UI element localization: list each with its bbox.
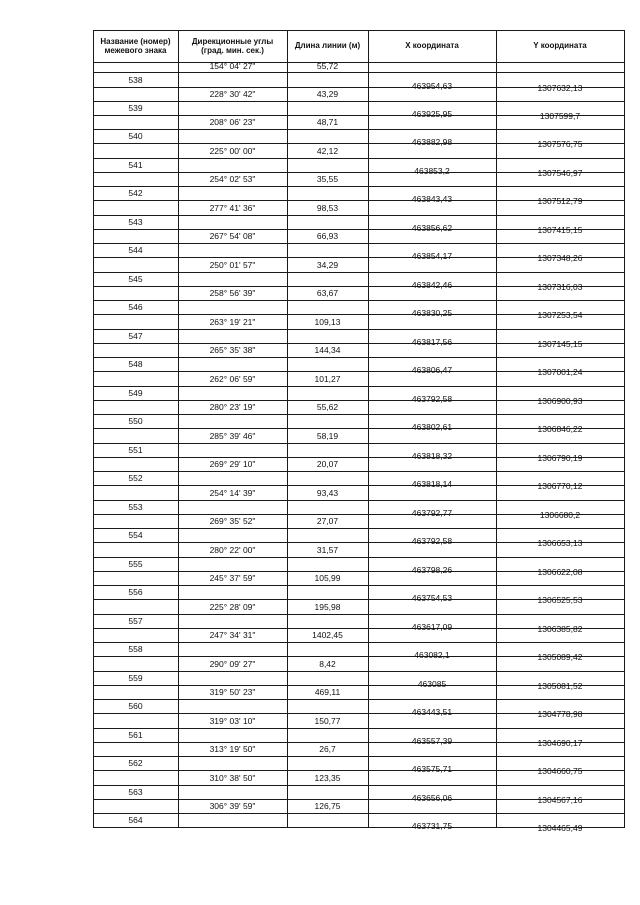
row-rule (93, 699, 624, 700)
x-coordinate: 463085 (417, 678, 447, 689)
x-coordinate: 463954,63 (411, 80, 453, 91)
x-coordinate: 463792,58 (411, 393, 453, 404)
direction-angle: 319° 50' 23" (209, 687, 256, 698)
marker-name: 545 (128, 273, 143, 284)
y-coordinate: 1307415,15 (537, 224, 583, 235)
row-rule (93, 101, 624, 102)
row-rule (93, 215, 624, 216)
marker-name: 557 (128, 615, 143, 626)
direction-angle: 280° 22' 00" (209, 544, 256, 555)
row-rule (93, 129, 624, 130)
line-length: 109,13 (314, 316, 341, 327)
x-coordinate: 463830,25 (411, 308, 453, 319)
y-coordinate: 1306525,53 (537, 595, 583, 606)
row-rule (93, 72, 624, 73)
row-rule (93, 300, 624, 301)
direction-angle: 154° 04' 27" (209, 60, 256, 71)
line-length: 26,7 (319, 744, 336, 755)
marker-name: 564 (128, 814, 143, 825)
y-coordinate: 1304778,98 (537, 709, 583, 720)
direction-angle: 262° 06' 59" (209, 373, 256, 384)
direction-angle: 319° 03' 10" (209, 715, 256, 726)
direction-angle: 277° 41' 36" (209, 202, 256, 213)
line-length: 42,12 (316, 145, 339, 156)
y-coordinate: 1307253,54 (537, 310, 583, 321)
line-length: 55,62 (316, 402, 339, 413)
y-coordinate: 1307316,03 (537, 281, 583, 292)
marker-name: 550 (128, 416, 143, 427)
marker-name: 559 (128, 672, 143, 683)
row-rule (93, 272, 624, 273)
direction-angle: 225° 00' 00" (209, 145, 256, 156)
line-length: 58,19 (316, 430, 339, 441)
x-coordinate: 463656,06 (411, 792, 453, 803)
x-coordinate: 463802,61 (411, 422, 453, 433)
row-rule (93, 813, 624, 814)
marker-name: 541 (128, 159, 143, 170)
line-length: 93,43 (316, 487, 339, 498)
x-coordinate: 463818,14 (411, 479, 453, 490)
direction-angle: 245° 37' 59" (209, 573, 256, 584)
line-length: 63,67 (316, 288, 339, 299)
y-coordinate: 1305081,52 (537, 680, 583, 691)
y-coordinate: 1306900,93 (537, 395, 583, 406)
row-rule (93, 443, 624, 444)
marker-name: 539 (128, 102, 143, 113)
line-length: 20,07 (316, 459, 339, 470)
direction-angle: 225° 28' 09" (209, 601, 256, 612)
y-coordinate: 1307512,79 (537, 196, 583, 207)
direction-angle: 208° 06' 23" (209, 117, 256, 128)
x-coordinate: 463817,56 (411, 336, 453, 347)
y-coordinate: 1306770,12 (537, 481, 583, 492)
row-rule (93, 785, 624, 786)
direction-angle: 250° 01' 57" (209, 259, 256, 270)
row-rule (93, 158, 624, 159)
line-length: 1402,45 (312, 630, 343, 641)
x-coordinate: 463843,43 (411, 194, 453, 205)
marker-name: 563 (128, 786, 143, 797)
line-length: 469,11 (314, 687, 341, 698)
direction-angle: 254° 14' 39" (209, 487, 256, 498)
x-coordinate: 463575,71 (411, 764, 453, 775)
column-rule (624, 30, 625, 828)
y-coordinate: 1306622,08 (537, 566, 583, 577)
header-name: Название (номер) межевого знака (100, 36, 171, 55)
x-coordinate: 463853,2 (414, 165, 450, 176)
direction-angle: 313° 19' 50" (209, 744, 256, 755)
row-rule (93, 186, 624, 187)
marker-name: 560 (128, 701, 143, 712)
y-coordinate: 1306846,22 (537, 424, 583, 435)
x-coordinate: 463557,39 (411, 735, 453, 746)
y-coordinate: 1306790,19 (537, 452, 583, 463)
line-length: 66,93 (316, 231, 339, 242)
direction-angle: 258° 56' 39" (209, 288, 256, 299)
marker-name: 547 (128, 330, 143, 341)
row-rule (93, 329, 624, 330)
row-rule (93, 756, 624, 757)
line-length: 101,27 (314, 373, 341, 384)
line-length: 34,29 (316, 259, 339, 270)
y-coordinate: 1307599,7 (539, 110, 581, 121)
line-length: 123,35 (314, 772, 341, 783)
row-rule (93, 357, 624, 358)
y-coordinate: 1304465,49 (537, 822, 583, 833)
line-length: 144,34 (314, 345, 341, 356)
marker-name: 546 (128, 302, 143, 313)
x-coordinate: 463617,09 (411, 621, 453, 632)
marker-name: 553 (128, 501, 143, 512)
header-x: X координата (405, 41, 459, 51)
direction-angle: 280° 23' 19" (209, 402, 256, 413)
row-rule (93, 671, 624, 672)
y-coordinate: 1304567,16 (537, 794, 583, 805)
y-coordinate: 1307145,15 (537, 338, 583, 349)
header-length: Длина линии (м) (294, 41, 361, 51)
x-coordinate: 463082,1 (414, 650, 450, 661)
y-coordinate: 1307348,26 (537, 253, 583, 264)
row-rule (93, 500, 624, 501)
direction-angle: 310° 38' 50" (209, 772, 256, 783)
marker-name: 543 (128, 216, 143, 227)
x-coordinate: 463856,62 (411, 222, 453, 233)
line-length: 43,29 (316, 88, 339, 99)
marker-name: 544 (128, 245, 143, 256)
x-coordinate: 463792,77 (411, 507, 453, 518)
direction-angle: 254° 02' 53" (209, 174, 256, 185)
y-coordinate: 1306385,82 (537, 623, 583, 634)
x-coordinate: 463854,17 (411, 251, 453, 262)
x-coordinate: 463443,51 (411, 707, 453, 718)
direction-angle: 306° 39' 59" (209, 800, 256, 811)
line-length: 105,99 (314, 573, 341, 584)
x-coordinate: 463731,75 (411, 820, 453, 831)
line-length: 98,53 (316, 202, 339, 213)
row-rule (93, 557, 624, 558)
x-coordinate: 463798,26 (411, 564, 453, 575)
x-coordinate: 463754,53 (411, 593, 453, 604)
line-length: 55,72 (316, 60, 339, 71)
row-rule (93, 614, 624, 615)
x-coordinate: 463806,47 (411, 365, 453, 376)
row-rule (93, 528, 624, 529)
y-coordinate: 1307001,24 (537, 367, 583, 378)
row-rule (93, 728, 624, 729)
x-coordinate: 463842,46 (411, 279, 453, 290)
marker-name: 555 (128, 558, 143, 569)
marker-name: 558 (128, 644, 143, 655)
marker-name: 556 (128, 587, 143, 598)
marker-name: 549 (128, 387, 143, 398)
y-coordinate: 1307632,13 (537, 82, 583, 93)
row-rule (93, 471, 624, 472)
direction-angle: 263° 19' 21" (209, 316, 256, 327)
x-coordinate: 463792,58 (411, 536, 453, 547)
line-length: 31,57 (316, 544, 339, 555)
row-rule (93, 243, 624, 244)
marker-name: 554 (128, 530, 143, 541)
row-rule (93, 386, 624, 387)
direction-angle: 265° 35' 38" (209, 345, 256, 356)
marker-name: 542 (128, 188, 143, 199)
marker-name: 538 (128, 74, 143, 85)
line-length: 48,71 (316, 117, 339, 128)
marker-name: 562 (128, 758, 143, 769)
y-coordinate: 1307546,97 (537, 167, 583, 178)
line-length: 8,42 (319, 658, 336, 669)
x-coordinate: 463925,95 (411, 108, 453, 119)
marker-name: 551 (128, 444, 143, 455)
direction-angle: 267° 54' 08" (209, 231, 256, 242)
direction-angle: 269° 35' 52" (209, 516, 256, 527)
y-coordinate: 1306680,2 (539, 509, 581, 520)
direction-angle: 269° 29' 10" (209, 459, 256, 470)
line-length: 126,75 (314, 800, 341, 811)
row-rule (93, 642, 624, 643)
x-coordinate: 463882,98 (411, 137, 453, 148)
y-coordinate: 1307576,75 (537, 139, 583, 150)
line-length: 35,55 (316, 174, 339, 185)
direction-angle: 290° 09' 27" (209, 658, 256, 669)
line-length: 195,98 (314, 601, 341, 612)
direction-angle: 247° 34' 31" (209, 630, 256, 641)
direction-angle: 285° 39' 46" (209, 430, 256, 441)
marker-name: 552 (128, 473, 143, 484)
y-coordinate: 1304690,17 (537, 737, 583, 748)
row-rule (93, 30, 624, 31)
line-length: 27,07 (316, 516, 339, 527)
marker-name: 540 (128, 131, 143, 142)
direction-angle: 228° 30' 42" (209, 88, 256, 99)
marker-name: 561 (128, 729, 143, 740)
x-coordinate: 463818,32 (411, 450, 453, 461)
row-rule (93, 585, 624, 586)
y-coordinate: 1306653,13 (537, 538, 583, 549)
header-y: Y координата (533, 41, 587, 51)
y-coordinate: 1305089,42 (537, 652, 583, 663)
header-angle: Дирекционные углы (град. мин. сек.) (191, 36, 274, 55)
line-length: 150,77 (314, 715, 341, 726)
y-coordinate: 1304660,75 (537, 766, 583, 777)
row-rule (93, 414, 624, 415)
marker-name: 548 (128, 359, 143, 370)
